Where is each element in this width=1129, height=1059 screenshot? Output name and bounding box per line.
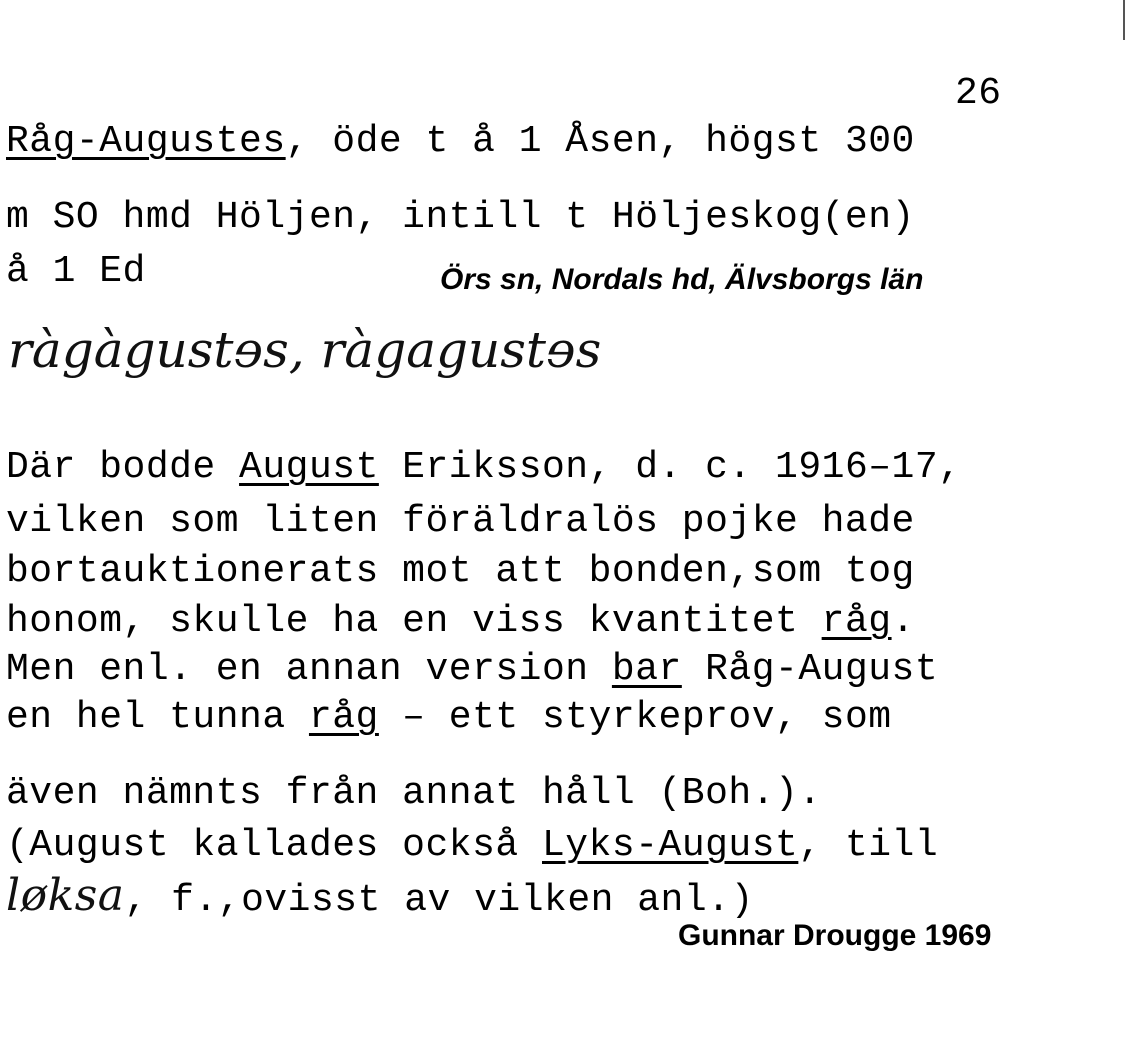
body-line-1: Där bodde August Eriksson, d. c. 1916–17,: [6, 446, 962, 489]
body-line-5: Men enl. en annan version bar Råg-August: [6, 648, 939, 691]
underlined-rag-1: råg: [821, 600, 892, 643]
header-line-3: å 1 Ed: [6, 250, 146, 293]
header-line-1: [6, 120, 915, 164]
underlined-august: August: [239, 446, 379, 489]
page-number: 26: [955, 72, 1002, 115]
body-line-4: honom, skulle ha en viss kvantitet råg.: [6, 600, 915, 643]
body-line-2: vilken som liten föräldralös pojke hade: [6, 500, 915, 543]
location-stamp: Örs sn, Nordals hd, Älvsborgs län: [440, 263, 924, 296]
underlined-bar: bar: [611, 648, 682, 691]
body-line-8: (August kallades också Lyks-August, till: [6, 824, 939, 867]
pronunciation-handwritten: ràgàgustɘs, ràgagustɘs: [8, 321, 602, 379]
header-line-1-rest: , öde t å 1 Åsen, högst 300: [285, 120, 915, 163]
underlined-rag-2: råg: [308, 696, 379, 739]
signature: Gunnar Drougge 1969: [678, 919, 992, 952]
body-line-6: en hel tunna råg – ett styrkeprov, som: [6, 696, 892, 739]
handwritten-loksa: løksa: [6, 870, 125, 921]
header-line-2: m SO hmd Höljen, intill t Höljeskog(en): [6, 196, 915, 239]
place-name: Råg-Augustes: [6, 120, 286, 163]
body-line-3: bortauktionerats mot att bonden,som tog: [6, 550, 915, 593]
scan-edge-mark: [1123, 0, 1125, 40]
body-line-9: løksa, f.,ovisst av vilken anl.): [6, 870, 754, 922]
underlined-lyks-august: Lyks-August: [542, 824, 799, 867]
body-line-7: även nämnts från annat håll (Boh.).: [6, 772, 822, 815]
